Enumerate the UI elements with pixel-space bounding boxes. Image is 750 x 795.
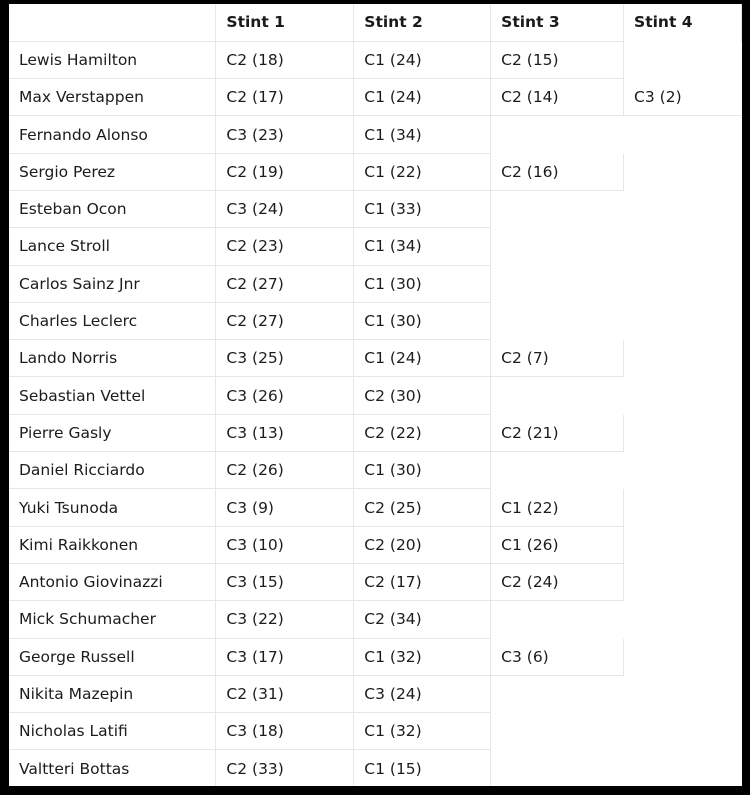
stint-2-cell: C1 (30) <box>354 302 491 339</box>
driver-name: Pierre Gasly <box>9 414 216 451</box>
empty-cell <box>624 601 742 638</box>
empty-cell <box>624 377 742 414</box>
driver-name: Sebastian Vettel <box>9 377 216 414</box>
empty-cell <box>624 675 742 712</box>
empty-cell <box>491 116 624 153</box>
table-row <box>9 601 742 638</box>
header-stint-4: Stint 4 <box>624 4 742 41</box>
stint-3-cell: C2 (15) <box>491 41 624 78</box>
table-header-row <box>9 4 742 41</box>
empty-cell <box>491 675 624 712</box>
empty-cell <box>624 228 742 265</box>
table-row <box>9 638 742 675</box>
stint-1-cell: C2 (31) <box>216 675 354 712</box>
stint-2-cell: C1 (24) <box>354 41 491 78</box>
driver-name: Lando Norris <box>9 340 216 377</box>
stint-1-cell: C3 (22) <box>216 601 354 638</box>
table-row <box>9 340 742 377</box>
tyre-stint-table <box>9 4 742 786</box>
empty-cell <box>491 377 624 414</box>
stint-3-cell: C2 (7) <box>491 340 624 377</box>
table-row <box>9 79 742 116</box>
stint-3-cell: C1 (26) <box>491 526 624 563</box>
table-row <box>9 526 742 563</box>
empty-cell <box>491 601 624 638</box>
stint-1-cell: C2 (26) <box>216 452 354 489</box>
driver-name: Lewis Hamilton <box>9 41 216 78</box>
stint-2-cell: C1 (15) <box>354 750 491 786</box>
driver-name: Sergio Perez <box>9 153 216 190</box>
table-row <box>9 302 742 339</box>
stint-1-cell: C3 (9) <box>216 489 354 526</box>
empty-cell <box>624 153 742 190</box>
table-row <box>9 713 742 750</box>
stint-1-cell: C3 (17) <box>216 638 354 675</box>
empty-cell <box>624 489 742 526</box>
driver-name: Nicholas Latifi <box>9 713 216 750</box>
empty-cell <box>624 563 742 600</box>
table-row <box>9 489 742 526</box>
stint-1-cell: C2 (27) <box>216 265 354 302</box>
driver-name: Fernando Alonso <box>9 116 216 153</box>
header-stint-3: Stint 3 <box>491 4 624 41</box>
table-row <box>9 414 742 451</box>
stint-3-cell: C3 (6) <box>491 638 624 675</box>
empty-cell <box>491 190 624 227</box>
stint-2-cell: C1 (30) <box>354 452 491 489</box>
stint-1-cell: C3 (23) <box>216 116 354 153</box>
empty-cell <box>624 414 742 451</box>
stint-2-cell: C1 (34) <box>354 228 491 265</box>
stint-2-cell: C2 (25) <box>354 489 491 526</box>
stint-1-cell: C3 (13) <box>216 414 354 451</box>
stint-2-cell: C1 (32) <box>354 713 491 750</box>
stint-2-cell: C2 (22) <box>354 414 491 451</box>
driver-name: Lance Stroll <box>9 228 216 265</box>
empty-cell <box>624 452 742 489</box>
driver-name: George Russell <box>9 638 216 675</box>
empty-cell <box>624 302 742 339</box>
driver-name: Esteban Ocon <box>9 190 216 227</box>
stint-1-cell: C3 (18) <box>216 713 354 750</box>
driver-name: Max Verstappen <box>9 79 216 116</box>
table-row <box>9 675 742 712</box>
stint-1-cell: C2 (27) <box>216 302 354 339</box>
driver-name: Daniel Ricciardo <box>9 452 216 489</box>
stint-1-cell: C3 (25) <box>216 340 354 377</box>
driver-name: Nikita Mazepin <box>9 675 216 712</box>
empty-cell <box>624 750 742 786</box>
table-row <box>9 190 742 227</box>
stint-2-cell: C2 (17) <box>354 563 491 600</box>
driver-name: Yuki Tsunoda <box>9 489 216 526</box>
empty-cell <box>491 302 624 339</box>
driver-name: Charles Leclerc <box>9 302 216 339</box>
header-stint-2: Stint 2 <box>354 4 491 41</box>
driver-name: Antonio Giovinazzi <box>9 563 216 600</box>
empty-cell <box>624 265 742 302</box>
stint-table-panel <box>9 4 742 786</box>
stint-2-cell: C1 (30) <box>354 265 491 302</box>
stint-3-cell: C2 (16) <box>491 153 624 190</box>
empty-cell <box>491 452 624 489</box>
driver-name: Kimi Raikkonen <box>9 526 216 563</box>
empty-cell <box>624 41 742 78</box>
stint-2-cell: C1 (33) <box>354 190 491 227</box>
table-row <box>9 452 742 489</box>
stint-2-cell: C1 (32) <box>354 638 491 675</box>
driver-name: Carlos Sainz Jnr <box>9 265 216 302</box>
stint-1-cell: C2 (17) <box>216 79 354 116</box>
stint-2-cell: C1 (22) <box>354 153 491 190</box>
stint-2-cell: C2 (20) <box>354 526 491 563</box>
empty-cell <box>624 340 742 377</box>
stint-1-cell: C2 (19) <box>216 153 354 190</box>
table-row <box>9 563 742 600</box>
stint-2-cell: C1 (24) <box>354 340 491 377</box>
stint-1-cell: C2 (33) <box>216 750 354 786</box>
stint-2-cell: C3 (24) <box>354 675 491 712</box>
empty-cell <box>491 713 624 750</box>
table-row <box>9 377 742 414</box>
stint-1-cell: C2 (23) <box>216 228 354 265</box>
table-body <box>9 41 742 786</box>
table-row <box>9 228 742 265</box>
empty-cell <box>491 265 624 302</box>
stint-1-cell: C3 (26) <box>216 377 354 414</box>
table-row <box>9 750 742 786</box>
stint-1-cell: C2 (18) <box>216 41 354 78</box>
stint-1-cell: C3 (10) <box>216 526 354 563</box>
stint-2-cell: C1 (34) <box>354 116 491 153</box>
stint-2-cell: C1 (24) <box>354 79 491 116</box>
driver-name: Mick Schumacher <box>9 601 216 638</box>
empty-cell <box>624 526 742 563</box>
header-stint-1: Stint 1 <box>216 4 354 41</box>
stint-1-cell: C3 (24) <box>216 190 354 227</box>
empty-cell <box>624 713 742 750</box>
stint-1-cell: C3 (15) <box>216 563 354 600</box>
empty-cell <box>624 116 742 153</box>
table-row <box>9 265 742 302</box>
empty-cell <box>624 190 742 227</box>
empty-cell <box>491 750 624 786</box>
stint-4-cell: C3 (2) <box>624 79 742 116</box>
stint-3-cell: C2 (21) <box>491 414 624 451</box>
driver-name: Valtteri Bottas <box>9 750 216 786</box>
stint-3-cell: C1 (22) <box>491 489 624 526</box>
table-row <box>9 41 742 78</box>
header-driver <box>9 4 216 41</box>
table-row <box>9 153 742 190</box>
table-row <box>9 116 742 153</box>
stint-3-cell: C2 (24) <box>491 563 624 600</box>
empty-cell <box>624 638 742 675</box>
stint-2-cell: C2 (30) <box>354 377 491 414</box>
empty-cell <box>491 228 624 265</box>
stint-3-cell: C2 (14) <box>491 79 624 116</box>
stint-2-cell: C2 (34) <box>354 601 491 638</box>
